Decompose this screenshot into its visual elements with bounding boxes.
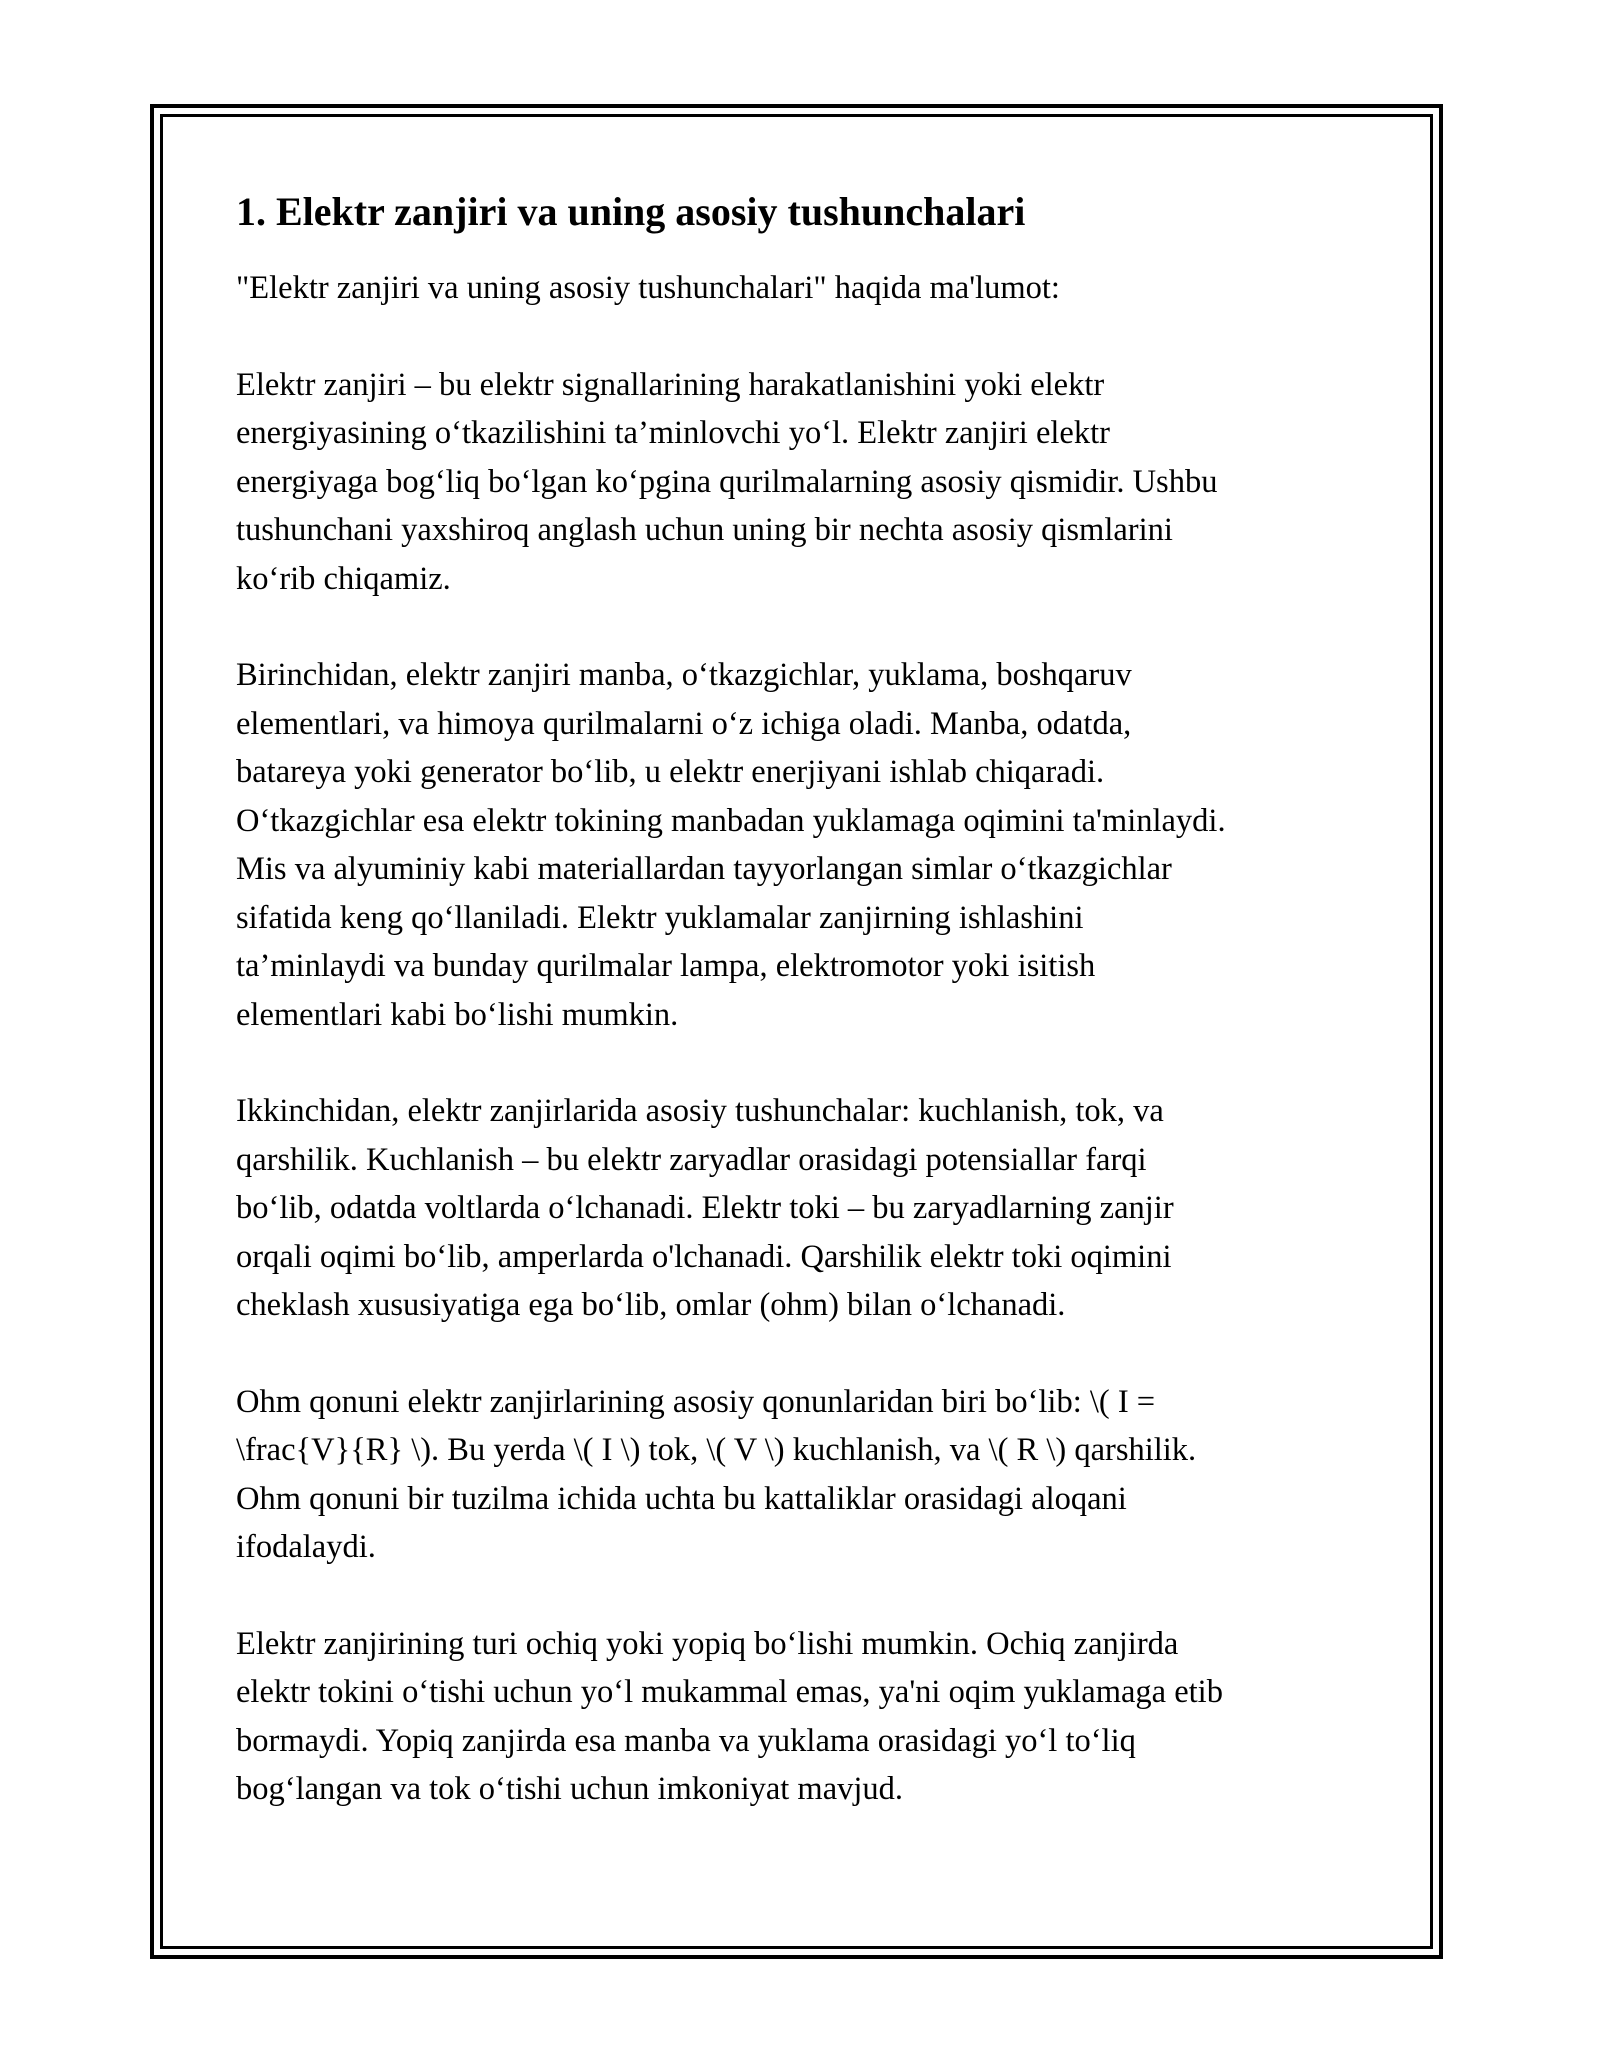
text-line: cheklash xususiyatiga ega bo‘lib, omlar (ohm) bilan o‘lchanadi. <box>236 1287 1066 1323</box>
text-line: "Elektr zanjiri va uning asosiy tushunchalari" haqida ma'lumot: <box>236 270 1060 306</box>
document-body <box>236 186 1366 1862</box>
text-line: orqali oqimi bo‘lib, amperlarda o'lchanadi. Qarshilik elektr toki oqimini <box>236 1238 1172 1275</box>
text-line: elektr tokini o‘tishi uchun yo‘l mukammal emas, ya'ni oqim yuklamaga etib <box>236 1674 1223 1710</box>
paragraph-components <box>236 651 1366 1039</box>
text-line: Ohm qonuni bir tuzilma ichida uchta bu kattaliklar orasidagi aloqani <box>236 1480 1127 1517</box>
text-line: ta’minlaydi va bunday qurilmalar lampa, elektromotor yoki isitish <box>236 948 1096 984</box>
text-line: batareya yoki generator bo‘lib, u elektr enerjiyani ishlab chiqaradi. <box>236 754 1105 790</box>
paragraph-ohm-law <box>236 1378 1366 1572</box>
paragraph-circuit-types <box>236 1620 1366 1814</box>
paragraph-intro <box>236 264 1366 313</box>
text-line: bog‘langan va tok o‘tishi uchun imkoniyat mavjud. <box>236 1771 904 1807</box>
text-line: Ohm qonuni elektr zanjirlarining asosiy qonunlaridan biri bo‘lib: \( I = <box>236 1383 1156 1420</box>
text-line: tushunchani yaxshiroq anglash uchun uning bir nechta asosiy qismlarini <box>236 512 1173 548</box>
text-line: bormaydi. Yopiq zanjirda esa manba va yuklama orasidagi yo‘l to‘liq <box>236 1722 1136 1759</box>
text-line: elementlari kabi bo‘lishi mumkin. <box>236 996 679 1033</box>
text-line: bo‘lib, odatda voltlarda o‘lchanadi. Elektr toki – bu zaryadlarning zanjir <box>236 1190 1174 1226</box>
text-line: energiyaga bog‘liq bo‘lgan ko‘pgina qurilmalarning asosiy qismidir. Ushbu <box>236 463 1218 500</box>
text-line: O‘tkazgichlar esa elektr tokining manbadan yuklamaga oqimini ta'minlaydi. <box>236 802 1226 839</box>
text-line: Elektr zanjiri – bu elektr signallarining harakatlanishini yoki elektr <box>236 366 1105 403</box>
text-line: energiyasining o‘tkazilishini ta’minlovchi yo‘l. Elektr zanjiri elektr <box>236 415 1110 451</box>
paragraph-concepts <box>236 1087 1366 1330</box>
text-line: ko‘rib chiqamiz. <box>236 560 451 597</box>
text-line: sifatida keng qo‘llaniladi. Elektr yuklamalar zanjirning ishlashini <box>236 899 1084 936</box>
text-line: ifodalaydi. <box>236 1529 376 1565</box>
document-title: 1. Elektr zanjiri va uning asosiy tushunchalari <box>236 189 1026 234</box>
text-line: \frac{V}{R} \). Bu yerda \( I \) tok, \( V \) kuchlanish, va \( R \) qarshilik. <box>236 1432 1197 1468</box>
paragraph-definition <box>236 361 1366 604</box>
text-line: Ikkinchidan, elektr zanjirlarida asosiy tushunchalar: kuchlanish, tok, va <box>236 1093 1164 1129</box>
text-line: Birinchidan, elektr zanjiri manba, o‘tkazgichlar, yuklama, boshqaruv <box>236 657 1132 693</box>
text-line: elementlari, va himoya qurilmalarni o‘z ichiga oladi. Manba, odatda, <box>236 705 1132 742</box>
text-line: qarshilik. Kuchlanish – bu elektr zaryadlar orasidagi potensiallar farqi <box>236 1141 1147 1178</box>
text-line: Elektr zanjirining turi ochiq yoki yopiq bo‘lishi mumkin. Ochiq zanjirda <box>236 1625 1179 1662</box>
text-line: Mis va alyuminiy kabi materiallardan tayyorlangan simlar o‘tkazgichlar <box>236 851 1172 887</box>
